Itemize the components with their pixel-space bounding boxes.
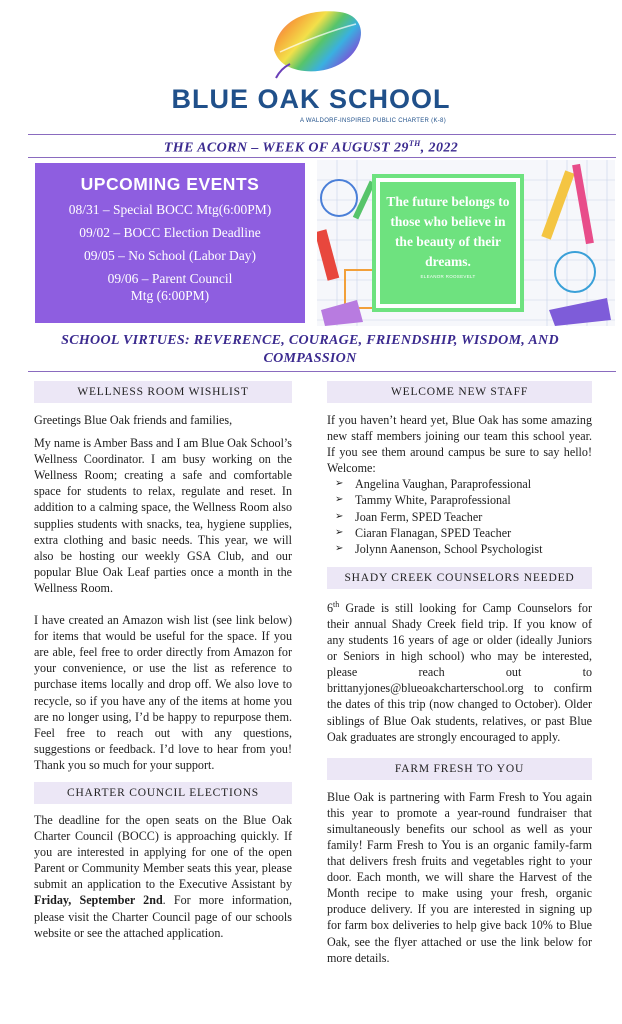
title-divider xyxy=(28,157,616,158)
quote-text: The future belongs to those who believe in the beauty of their dreams. xyxy=(386,194,510,269)
arrow-bullet-icon: ➢ xyxy=(335,494,344,506)
list-item: ➢ Ciaran Flanagan, SPED Teacher xyxy=(335,525,512,540)
header-divider xyxy=(28,134,616,135)
council-paragraph: The deadline for the open seats on the Blue Oak Charter Council (BOCC) is approaching quickly. If you are interested in applying for one of the open Parent or Community Member seats this year, please submit an application to the Executive Assistant by Friday, September 2nd. For more information, please visit the Charter Council page of our schools website or see the attached application. xyxy=(34,812,292,940)
election-deadline: Friday, September 2nd xyxy=(34,893,163,908)
wellness-heading: WELLNESS ROOM WISHLIST xyxy=(34,381,292,403)
newsletter-title: THE ACORN – WEEK OF AUGUST 29TH, 2022 xyxy=(163,139,459,156)
staff-intro: If you haven’t heard yet, Blue Oak has some amazing new staff members joining our team this school year. If you see them around campus be sure to say hello! Welcome: xyxy=(327,413,592,476)
event-item: 09/06 – Parent Council Mtg (6:00PM) xyxy=(107,271,233,303)
event-item: 09/05 – No School (Labor Day) xyxy=(83,248,257,263)
quote-card xyxy=(372,174,524,312)
school-logo xyxy=(0,0,622,140)
list-item: ➢ Tammy White, Paraprofessional xyxy=(335,493,511,508)
list-item: ➢ Angelina Vaughan, Paraprofessional xyxy=(335,477,532,492)
quote-illustration xyxy=(317,160,615,326)
school-tagline: A WALDORF-INSPIRED PUBLIC CHARTER (K-8) xyxy=(299,118,446,124)
school-name: BLUE OAK SCHOOL xyxy=(171,84,451,114)
virtues-divider xyxy=(28,371,616,372)
farm-heading: FARM FRESH TO YOU xyxy=(327,758,592,780)
event-item: 09/02 – BOCC Election Deadline xyxy=(79,225,261,240)
upcoming-events-box xyxy=(35,163,305,323)
school-virtues: SCHOOL VIRTUES: REVERENCE, COURAGE, FRIENDSHIP, WISDOM, AND COMPASSION xyxy=(61,333,559,366)
wellness-paragraph: I have created an Amazon wish list (see link below) for items that would be useful for the space. If you are able, feel free to order directly from Amazon for your convenience, or use the list as reference to purchase items locally and drop off. We also love to recycle, so if you have any of the items at home you are no longer using, I’d be happy to repurpose them. Feel free to reach out with any questions, suggestions or feedback. I’d love to hear from you! Thank you so much for your support. xyxy=(34,613,292,772)
wellness-greeting: Greetings Blue Oak friends and families, xyxy=(34,413,233,427)
events-title: UPCOMING EVENTS xyxy=(80,174,260,194)
staff-heading: WELCOME NEW STAFF xyxy=(327,381,592,403)
list-item: ➢ Jolynn Aanenson, School Psychologist xyxy=(335,541,543,556)
counselors-paragraph: 6th Grade is still looking for Camp Counselors for their annual Shady Creek field trip. If you know of any students 16 years of age or older (ideally Juniors or Seniors in high school) who may be interested, please reach out to brittanyjones@blueoakcharterschool.org to confirm the dates of this trip (now changed to October). Older siblings of Blue Oak students, relatives, or past Blue Oak graduates are strongly encouraged to apply. xyxy=(327,599,592,744)
arrow-bullet-icon: ➢ xyxy=(335,510,344,522)
list-item: ➢ Joan Ferm, SPED Teacher xyxy=(335,509,483,524)
right-column xyxy=(327,381,592,966)
council-heading: CHARTER COUNCIL ELECTIONS xyxy=(34,782,292,804)
leaf-logo-icon xyxy=(268,6,366,80)
quote-author: ELEANOR ROOSEVELT xyxy=(420,274,476,279)
wellness-paragraph: My name is Amber Bass and I am Blue Oak School’s Wellness Coordinator. I am busy working on the Wellness Room; creating a safe and comfortable space for students to relax, regulate and reset. In addition to a calming space, the Wellness Room also supplies students with snacks, tea, hygiene supplies, extra clothing and basic needs. This year, we will also be hosting our weekly GSA Club, and our popular Blue Oak Leaf parties once a month in the Wellness Room. xyxy=(34,436,292,595)
left-column xyxy=(34,381,292,941)
arrow-bullet-icon: ➢ xyxy=(335,542,344,554)
event-item: 08/31 – Special BOCC Mtg(6:00PM) xyxy=(68,202,272,217)
staff-list xyxy=(327,476,592,556)
arrow-bullet-icon: ➢ xyxy=(335,478,344,490)
counselors-heading: SHADY CREEK COUNSELORS NEEDED xyxy=(327,567,592,589)
arrow-bullet-icon: ➢ xyxy=(335,526,344,538)
farm-paragraph: Blue Oak is partnering with Farm Fresh to You again this year to promote a year-round fundraiser that simultaneously benefits our school as well as your family! Farm Fresh to You is an organic family-farm that delivers fresh fruits and vegetables right to your door. Each month, we will share the Harvest of the Month recipe to make using your fresh, organic produce delivery. If you are interested in signing up for farm box deliveries to help give back 10% to Blue Oak, see the flyer attached or use the link below for more details. xyxy=(327,789,592,965)
